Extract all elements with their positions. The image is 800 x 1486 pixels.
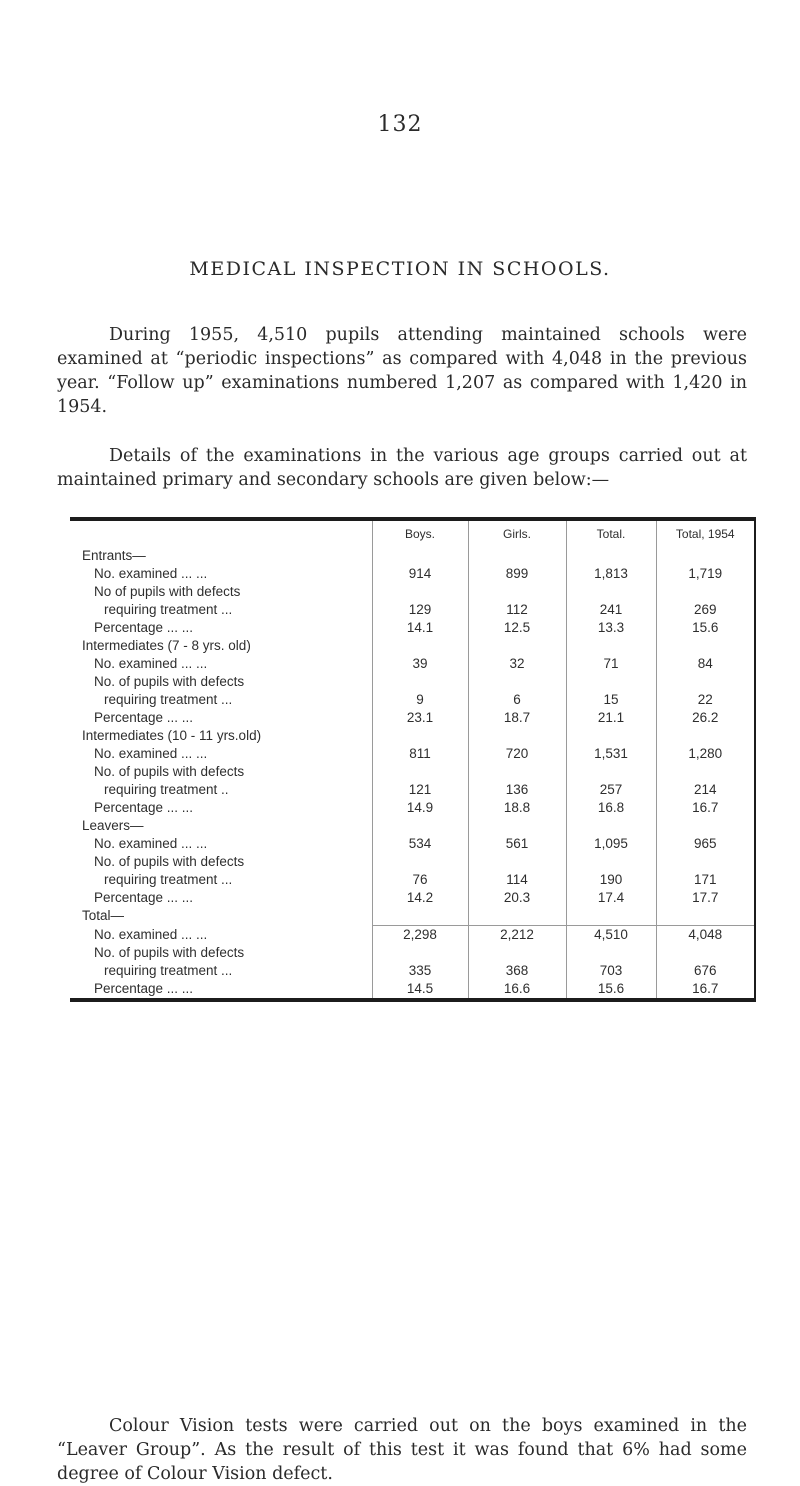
row-label: Percentage ... ... (94, 800, 194, 815)
empty-cell (372, 907, 468, 926)
row-label: requiring treatment ... (104, 602, 233, 617)
row-label: No. examined ... ... (94, 836, 208, 851)
cell-girls: 899 (468, 565, 566, 583)
cell-boys: 14.1 (372, 619, 468, 637)
empty-cell (566, 673, 656, 691)
empty-cell (372, 853, 468, 871)
cell-total: 241 (566, 601, 656, 619)
empty-cell (566, 817, 656, 835)
empty-cell (566, 637, 656, 655)
group-title: Intermediates (7 - 8 yrs. old) (82, 638, 251, 653)
table-row (70, 691, 754, 709)
empty-cell (566, 547, 656, 565)
cell-total: 71 (566, 655, 656, 673)
cell-total-1954: 171 (656, 871, 754, 889)
table-row (70, 601, 754, 619)
empty-cell (372, 583, 468, 601)
row-label: No. of pupils with defects (94, 945, 245, 960)
cell-girls: 16.6 (468, 980, 566, 998)
row-label: No. examined ... ... (94, 926, 208, 942)
empty-cell (656, 673, 754, 691)
cell-boys: 9 (372, 691, 468, 709)
row-label: No. of pupils with defects (94, 854, 245, 869)
empty-cell (468, 637, 566, 655)
empty-cell (566, 907, 656, 926)
cell-boys: 14.5 (372, 980, 468, 998)
group-title-row (70, 637, 754, 655)
group-title: Total— (82, 908, 125, 924)
cell-boys: 335 (372, 962, 468, 980)
table-row (70, 619, 754, 637)
cell-girls: 6 (468, 691, 566, 709)
cell-total-1954: 965 (656, 835, 754, 853)
cell-boys: 14.9 (372, 799, 468, 817)
examinations-table (70, 517, 756, 1002)
empty-cell (372, 637, 468, 655)
table-row (70, 926, 754, 945)
cell-girls: 20.3 (468, 889, 566, 907)
empty-cell (566, 583, 656, 601)
empty-cell (656, 637, 754, 655)
group-title: Intermediates (10 - 11 yrs.old) (82, 728, 262, 743)
empty-cell (468, 907, 566, 926)
empty-cell (468, 547, 566, 565)
cell-total-1954: 16.7 (656, 980, 754, 998)
row-label: requiring treatment ... (104, 692, 233, 707)
cell-total-1954: 16.7 (656, 799, 754, 817)
empty-cell (566, 763, 656, 781)
row-label: No. examined ... ... (94, 566, 208, 581)
table-row (70, 889, 754, 907)
colour-vision-paragraph: Colour Vision tests were carried out on the boys examined in the “Leaver Group”. As the result of this test it was found that 6% had some degree of Colour Vision defect. (57, 1416, 747, 1484)
row-label: No. of pupils with defects (94, 764, 245, 779)
table-body (70, 547, 754, 998)
details-paragraph: Details of the examinations in the various age groups carried out at maintained primary and secondary schools are given below:— (57, 446, 747, 490)
cell-girls: 561 (468, 835, 566, 853)
cell-total-1954: 214 (656, 781, 754, 799)
cell-total: 13.3 (566, 619, 656, 637)
cell-total-1954: 676 (656, 962, 754, 980)
cell-boys: 534 (372, 835, 468, 853)
cell-girls: 2,212 (468, 926, 566, 945)
cell-boys: 39 (372, 655, 468, 673)
cell-boys: 2,298 (372, 926, 468, 945)
cell-boys: 914 (372, 565, 468, 583)
table-row (70, 565, 754, 583)
row-label-header (70, 521, 372, 547)
cell-total: 1,095 (566, 835, 656, 853)
empty-cell (656, 907, 754, 926)
cell-boys: 129 (372, 601, 468, 619)
table-row-label-line (70, 673, 754, 691)
cell-girls: 114 (468, 871, 566, 889)
empty-cell (656, 944, 754, 962)
cell-total: 15.6 (566, 980, 656, 998)
empty-cell (372, 727, 468, 745)
row-label: No. examined ... ... (94, 746, 208, 761)
cell-girls: 18.8 (468, 799, 566, 817)
cell-girls: 32 (468, 655, 566, 673)
table-row (70, 980, 754, 998)
table-row (70, 835, 754, 853)
cell-girls: 112 (468, 601, 566, 619)
cell-total: 257 (566, 781, 656, 799)
cell-total-1954: 17.7 (656, 889, 754, 907)
empty-cell (372, 763, 468, 781)
empty-cell (566, 853, 656, 871)
cell-boys: 76 (372, 871, 468, 889)
empty-cell (372, 817, 468, 835)
column-header-boys: Boys. (372, 521, 468, 547)
group-title: Entrants— (82, 548, 146, 563)
table-row-label-line (70, 853, 754, 871)
empty-cell (656, 817, 754, 835)
cell-girls: 18.7 (468, 709, 566, 727)
table-row (70, 745, 754, 763)
empty-cell (656, 727, 754, 745)
row-label: Percentage ... ... (94, 890, 194, 905)
empty-cell (372, 547, 468, 565)
table-row (70, 655, 754, 673)
row-label: requiring treatment ... (104, 963, 233, 978)
group-title-row (70, 817, 754, 835)
cell-boys: 121 (372, 781, 468, 799)
table-row (70, 709, 754, 727)
table-row-label-line (70, 763, 754, 781)
empty-cell (372, 944, 468, 962)
column-header-girls: Girls. (468, 521, 566, 547)
row-label: Percentage ... ... (94, 620, 194, 635)
cell-total: 17.4 (566, 889, 656, 907)
cell-girls: 720 (468, 745, 566, 763)
empty-cell (468, 727, 566, 745)
column-header-total-1954: Total, 1954 (656, 521, 754, 547)
group-title-row (70, 907, 754, 926)
group-title-row (70, 727, 754, 745)
cell-total: 21.1 (566, 709, 656, 727)
row-label: requiring treatment ... (104, 872, 233, 887)
empty-cell (468, 763, 566, 781)
group-title: Leavers— (82, 818, 144, 833)
empty-cell (656, 853, 754, 871)
page-title: MEDICAL INSPECTION IN SCHOOLS. (189, 258, 611, 280)
cell-total: 16.8 (566, 799, 656, 817)
row-label: No. of pupils with defects (94, 674, 245, 689)
empty-cell (656, 583, 754, 601)
cell-total-1954: 15.6 (656, 619, 754, 637)
group-title-row (70, 547, 754, 565)
empty-cell (566, 944, 656, 962)
page-number: 132 (377, 112, 423, 137)
cell-total-1954: 4,048 (656, 926, 754, 945)
table-row (70, 962, 754, 980)
table-row-label-line (70, 583, 754, 601)
cell-girls: 368 (468, 962, 566, 980)
empty-cell (656, 763, 754, 781)
cell-total: 15 (566, 691, 656, 709)
cell-girls: 12.5 (468, 619, 566, 637)
cell-total-1954: 1,280 (656, 745, 754, 763)
empty-cell (468, 944, 566, 962)
cell-girls: 136 (468, 781, 566, 799)
empty-cell (468, 673, 566, 691)
empty-cell (372, 673, 468, 691)
cell-total-1954: 26.2 (656, 709, 754, 727)
cell-total: 1,531 (566, 745, 656, 763)
cell-total: 4,510 (566, 926, 656, 945)
table-row (70, 799, 754, 817)
row-label: No. examined ... ... (94, 656, 208, 671)
table-row-label-line (70, 944, 754, 962)
row-label: Percentage ... ... (94, 710, 194, 725)
cell-total-1954: 22 (656, 691, 754, 709)
cell-boys: 14.2 (372, 889, 468, 907)
row-label: Percentage ... ... (94, 981, 194, 996)
intro-paragraph: During 1955, 4,510 pupils attending maintained schools were examined at “periodic inspections” as compared with 4,048 in the previous year. “Follow up” examinations numbered 1,207 as compared with 1,420 in 1954. (57, 325, 747, 417)
row-label: No of pupils with defects (94, 584, 241, 599)
table-row (70, 871, 754, 889)
column-header-total: Total. (566, 521, 656, 547)
empty-cell (656, 547, 754, 565)
empty-cell (566, 727, 656, 745)
row-label: requiring treatment .. (104, 782, 229, 797)
table-header-row (70, 521, 754, 547)
empty-cell (468, 817, 566, 835)
cell-total: 1,813 (566, 565, 656, 583)
cell-total-1954: 84 (656, 655, 754, 673)
cell-total-1954: 269 (656, 601, 754, 619)
cell-total: 703 (566, 962, 656, 980)
cell-total: 190 (566, 871, 656, 889)
table-row (70, 781, 754, 799)
cell-total-1954: 1,719 (656, 565, 754, 583)
cell-boys: 811 (372, 745, 468, 763)
empty-cell (468, 583, 566, 601)
empty-cell (468, 853, 566, 871)
cell-boys: 23.1 (372, 709, 468, 727)
